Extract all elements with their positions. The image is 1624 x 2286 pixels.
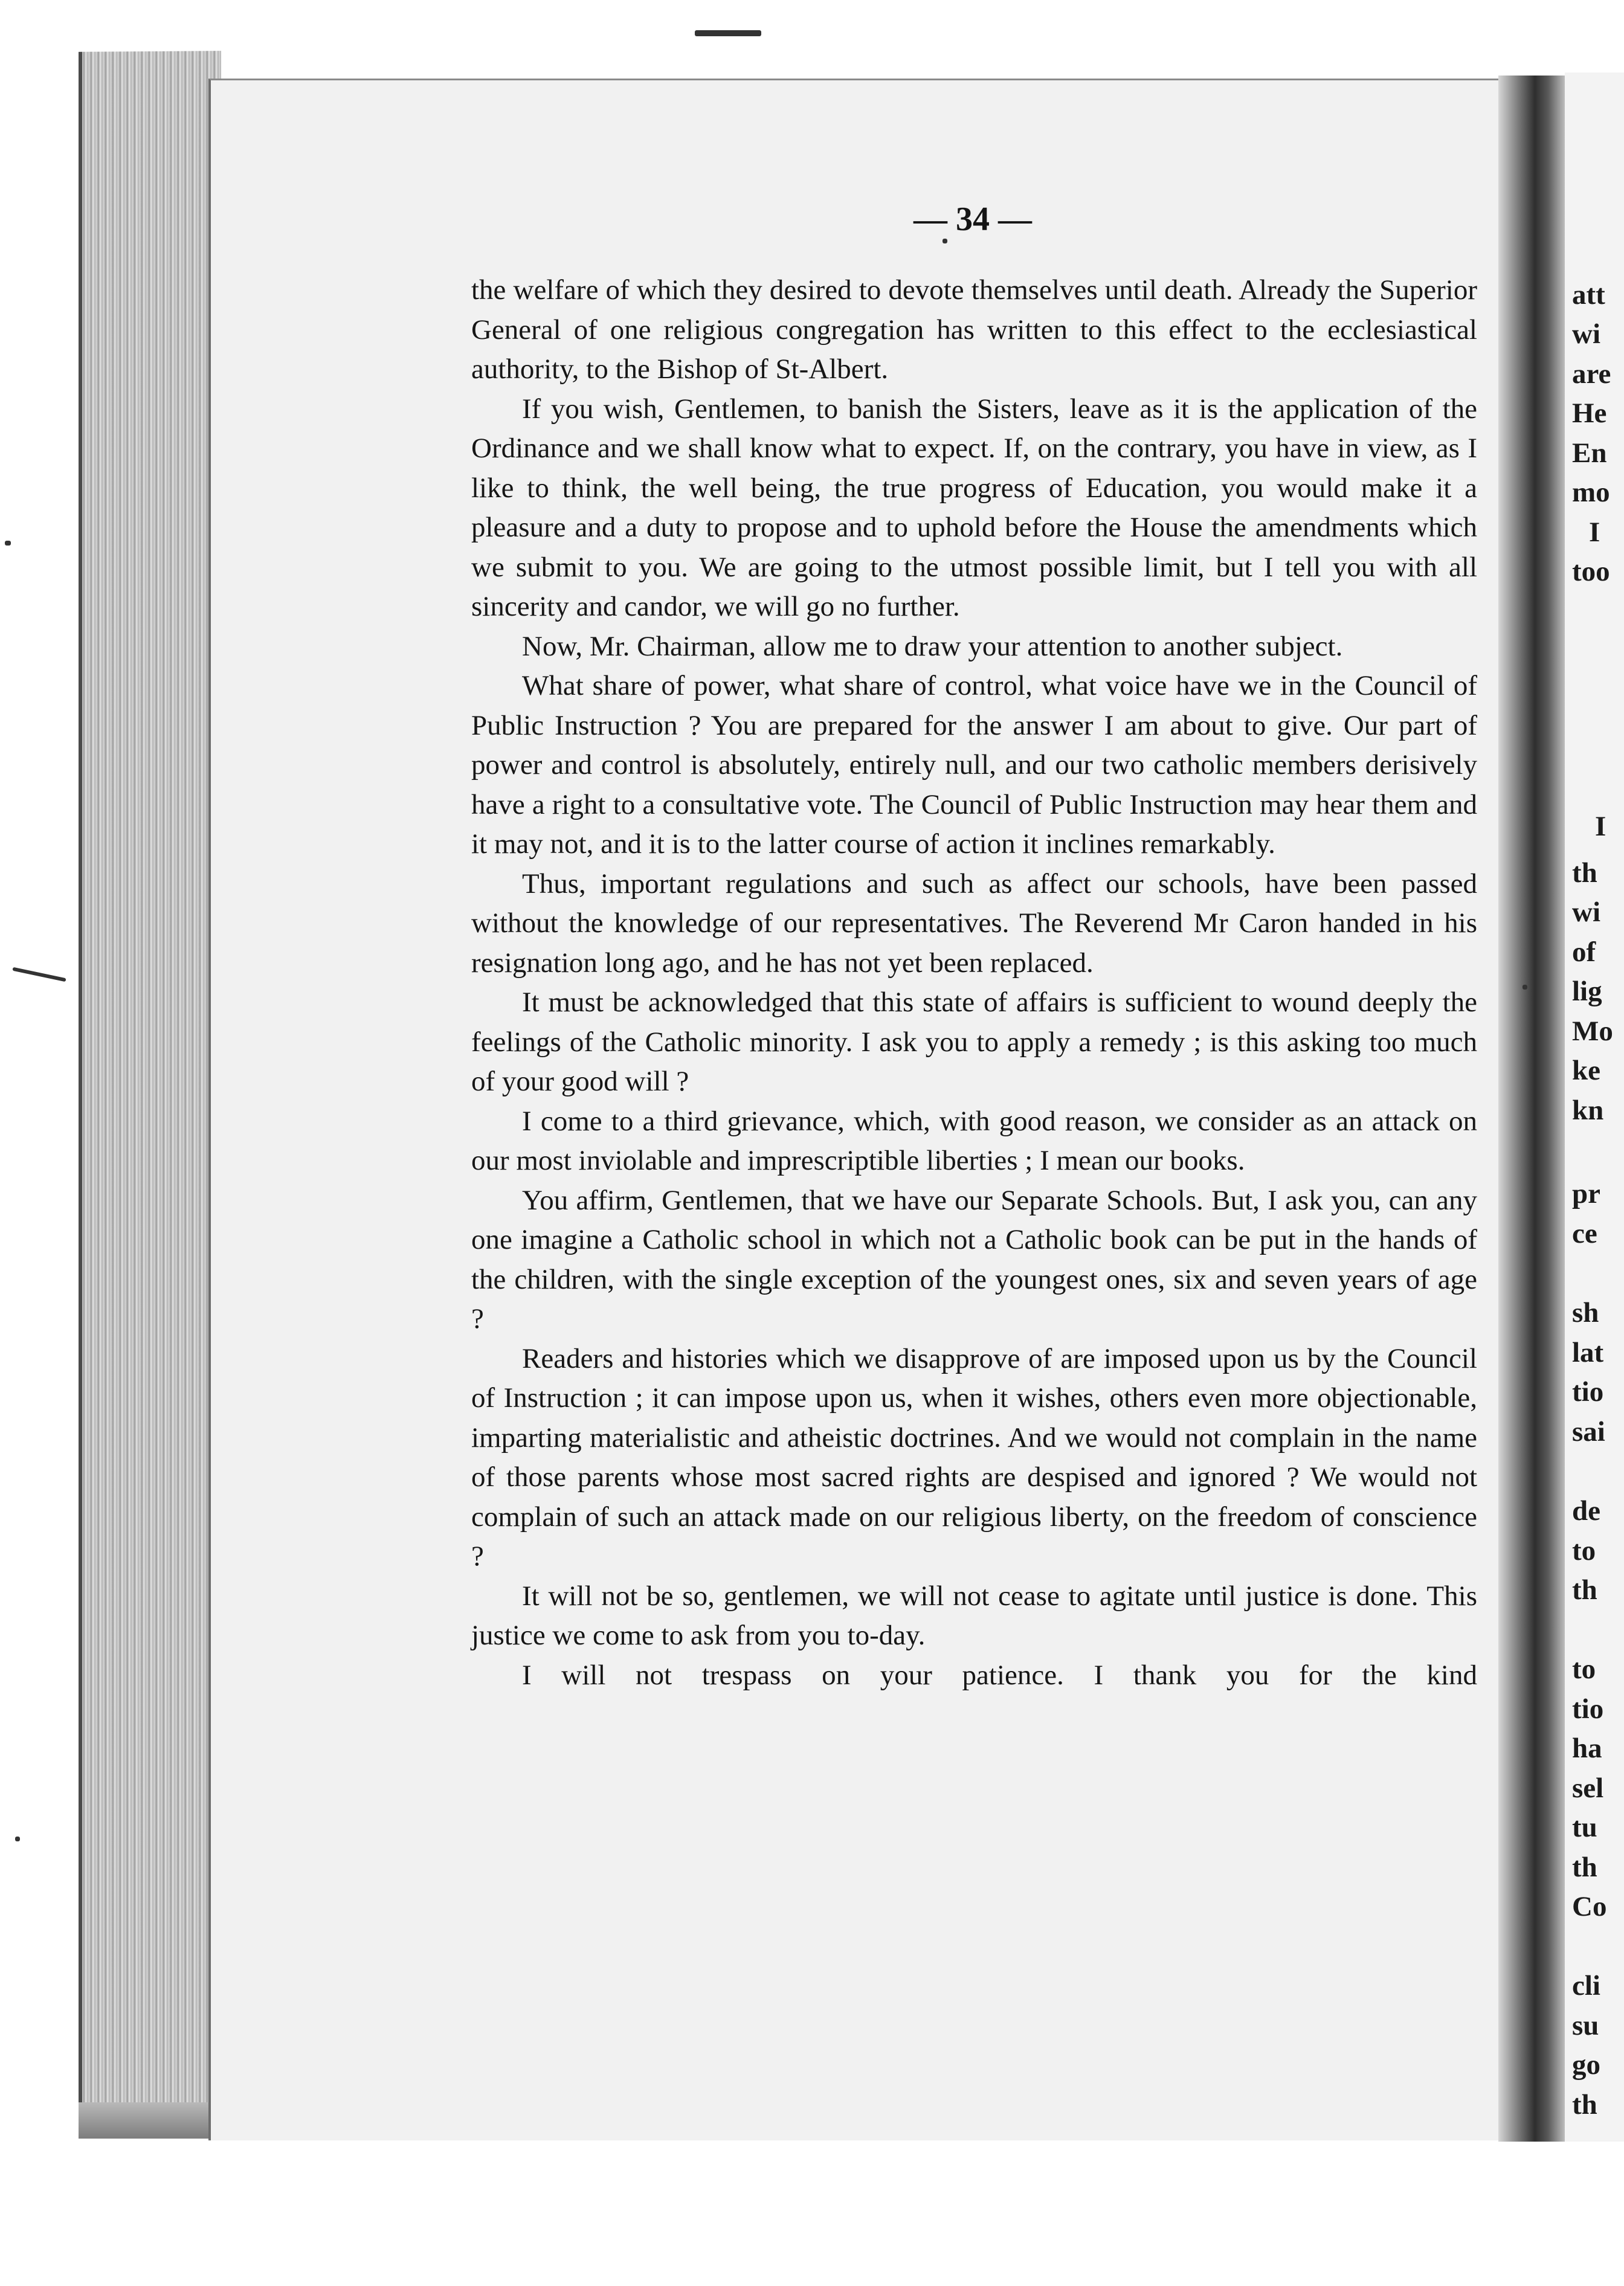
facing-fragment: sh — [1572, 1297, 1599, 1328]
facing-fragment: wi — [1572, 897, 1600, 928]
paragraph: Now, Mr. Chairman, allow me to draw your attention to another subject. — [522, 630, 1343, 662]
facing-fragment: de — [1572, 1495, 1600, 1527]
facing-fragment: th — [1572, 1574, 1597, 1606]
page-number: — 34 — — [914, 201, 1032, 238]
facing-fragment: ce — [1572, 1218, 1597, 1249]
paragraph: It must be acknowledged that this state of affairs is sufficient to wound deeply the feelings of the Catholic minority. I ask you to apply a remedy ; is this asking too much of your good will ? — [471, 987, 1477, 1097]
book-gutter — [1498, 76, 1565, 2142]
facing-fragment: sai — [1572, 1416, 1605, 1447]
paragraph: Thus, important regulations and such as affect our schools, have been passed without the knowledge of our representatives. The Reverend Mr Caron handed in his resignation long ago, and he has not yet been replaced. — [471, 868, 1477, 979]
paragraph: Readers and histories which we disapprove of are imposed upon us by the Council of Instruction ; it can impose upon us, when it wishes, others even more objectionable, imparting materialistic and atheistic doctrines. And we would not complain in the name of those parents whose most sacred rights are despised and ignored ? We would not complain of such an attack made on our religious liberty, on the freedom of conscience ? — [471, 1342, 1477, 1572]
facing-fragment: th — [1572, 857, 1597, 889]
facing-fragment: th — [1572, 2089, 1597, 2120]
facing-fragment: att — [1572, 279, 1605, 311]
facing-fragment: of — [1572, 936, 1596, 968]
scan-bottom-margin — [0, 2142, 1624, 2286]
facing-fragment: too — [1572, 556, 1610, 587]
scan-speck — [15, 1837, 20, 1841]
book-page-edges — [79, 51, 221, 2130]
scan-speck — [695, 30, 761, 36]
scan-speck — [12, 967, 66, 982]
facing-fragment: ha — [1572, 1733, 1602, 1764]
facing-fragment: I — [1589, 517, 1600, 548]
facing-fragment: th — [1572, 1852, 1597, 1883]
facing-fragment: tio — [1572, 1376, 1604, 1408]
facing-fragment: kn — [1572, 1095, 1604, 1126]
facing-fragment: sel — [1572, 1772, 1604, 1804]
paragraph: I will not trespass on your patience. I thank you for the kind — [522, 1659, 1477, 1691]
scan-speck — [1522, 985, 1527, 990]
facing-fragment: mo — [1572, 477, 1610, 508]
facing-fragment: tu — [1572, 1812, 1597, 1843]
facing-fragment: I — [1595, 811, 1606, 842]
facing-fragment: cli — [1572, 1970, 1600, 2001]
facing-fragment: wi — [1572, 318, 1600, 350]
facing-page-edge — [1565, 72, 1624, 2151]
paragraph: the welfare of which they desired to devote themselves until death. Already the Superior General of one religious congregation has written to this effect to the ecclesiastical authority, to the Bishop of St-Albert. — [471, 274, 1477, 385]
facing-fragment: tio — [1572, 1693, 1604, 1725]
paragraph: It will not be so, gentlemen, we will not cease to agitate until justice is done. This justice we come to ask from you to-day. — [471, 1580, 1477, 1651]
facing-fragment: lat — [1572, 1337, 1604, 1368]
scan-speck — [942, 239, 947, 243]
facing-fragment: Mo — [1572, 1016, 1613, 1047]
paragraph: What share of power, what share of control, what voice have we in the Council of Public Instruction ? You are prepared for the answer I am about to give. Our part of power and control is absolutely, entirely null, and our two catholic members derisively have a right to a consultative vote. The Council of Public Instruction may hear them and it may not, and it is to the latter course of action it inclines remarkably. — [471, 670, 1477, 860]
paragraph: If you wish, Gentlemen, to banish the Sisters, leave as it is the application of the Ordinance and we shall know what to expect. If, on the contrary, you have in view, as I like to think, the well being, the true progress of Education, you would make it a pleasure and a duty to propose and to uphold before the House the amendments which we submit to you. We are going to the utmost possible limit, but I tell you with all sincerity and candor, we will go no further. — [471, 393, 1477, 622]
facing-fragment: ke — [1572, 1055, 1600, 1086]
scan-speck — [5, 541, 11, 546]
facing-fragment: He — [1572, 398, 1607, 429]
paragraph: I come to a third grievance, which, with good reason, we consider as an attack on our most inviolable and imprescriptible liberties ; I mean our books. — [471, 1105, 1477, 1176]
facing-fragment: go — [1572, 2049, 1600, 2081]
paragraph: You affirm, Gentlemen, that we have our Separate Schools. But, I ask you, can any one imagine a Catholic school in which not a Catholic book can be put in the hands of the children, with the single exception of the youngest ones, six and seven years of age ? — [471, 1184, 1477, 1335]
body-text — [471, 271, 1477, 1695]
facing-fragment: to — [1572, 1653, 1596, 1685]
facing-fragment: lig — [1572, 976, 1602, 1007]
facing-fragment: En — [1572, 437, 1607, 469]
facing-fragment: pr — [1572, 1178, 1600, 1209]
facing-fragment: are — [1572, 358, 1611, 390]
facing-fragment: su — [1572, 2010, 1599, 2041]
facing-fragment: Co — [1572, 1891, 1607, 1922]
facing-fragment: to — [1572, 1535, 1596, 1566]
scan-top-margin — [0, 0, 1624, 57]
